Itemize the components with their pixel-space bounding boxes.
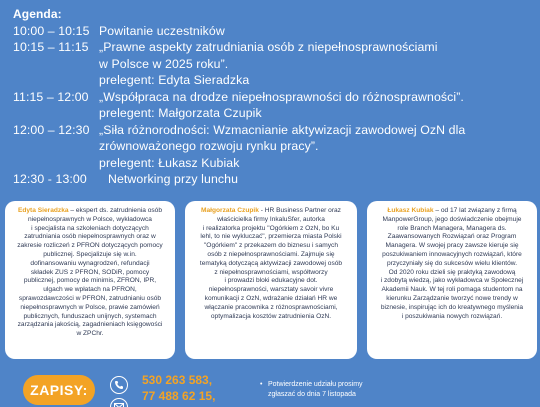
note-line <box>260 380 420 390</box>
speaker-card-czupik <box>185 201 357 359</box>
bio-line: zatrudniania osób niepełnosprawnych oraz w <box>24 233 156 241</box>
bio-line: z niepełnosprawnościami, współtworzy <box>214 268 328 276</box>
agenda-line: zrównoważonego rozwoju rynku pracy”. <box>99 139 319 153</box>
agenda-title: Agenda: <box>13 7 62 21</box>
agenda-item <box>13 23 538 40</box>
agenda-description <box>99 122 538 172</box>
agenda-line: Powitanie uczestników <box>99 23 225 38</box>
speaker-bio <box>374 207 530 216</box>
speaker-bio <box>12 207 168 216</box>
bio-line: ulgach we wpłatach na PFRON, <box>43 286 137 294</box>
agenda-description <box>99 23 538 40</box>
bio-line: włączanie pracownika z różnosprawnościami, <box>204 303 338 311</box>
agenda-speaker: prelegent: Edyta Sieradzka <box>99 73 250 87</box>
phone-icon-glyph <box>114 380 124 390</box>
agenda-time: 12:00 – 12:30 <box>13 122 90 137</box>
bio-line: Managera. W swojej pracy zawsze kieruje się <box>385 242 519 250</box>
bio-line: osób z niepełnosprawnościami. Zajmuje się <box>207 250 335 258</box>
phone-numbers <box>142 372 215 404</box>
bio-line: Akademii Nauk. W tej roli pomaga studentom na <box>381 286 523 294</box>
bio-line: publicznych, funduszach unijnych, systemach <box>23 312 157 320</box>
agenda-item <box>13 122 538 172</box>
bio-line: lehl, to nie wykluczać", przemierza miasta Polski <box>200 233 342 241</box>
note-line: zgłaszać do dnia 7 listopada <box>268 391 356 398</box>
registration-note <box>260 380 420 400</box>
speaker-card-kubiak <box>367 201 537 359</box>
speaker-cards <box>0 201 540 361</box>
agenda-line: w Polsce w 2025 roku”. <box>99 56 229 71</box>
bio-line: publicznej, pomocy de minimis, ZFRON, IPR, <box>23 277 157 285</box>
bio-line: i prowadzi bloki edukacyjne dot. <box>224 277 318 285</box>
agenda-item <box>13 171 538 188</box>
bio-line: i realizatorka projektu "Ogórkiem z OzN, bo Ku <box>202 224 340 232</box>
bio-line: role Branch Managera, Managera ds. <box>397 224 507 232</box>
bio-line: Zaawansowanych Rozwiązań oraz Program <box>387 233 517 241</box>
signup-button[interactable]: ZAPISY: <box>23 375 95 405</box>
agenda-time: 10:00 – 10:15 <box>13 23 90 38</box>
bio-line: - HR Business Partner oraz <box>258 207 341 214</box>
bio-line: publicznej. Specjalizuje się w.in. <box>43 250 137 258</box>
bio-line: składek ZUS z PFRON, SODiR, pomocy <box>30 268 150 276</box>
speaker-card-sieradzka <box>5 201 175 359</box>
bio-line: – od 17 lat związany z firmą <box>433 207 517 214</box>
agenda-line: Networking przy lunchu <box>108 172 239 186</box>
bio-line: i specjalista na szkoleniach dotyczących <box>31 224 149 232</box>
bio-line: niepełnosprawności, warsztaty savoir vivre <box>208 286 334 294</box>
mail-icon <box>110 398 128 407</box>
agenda-description <box>99 89 538 122</box>
bullet-icon: • <box>260 381 263 388</box>
bio-line: i poszukiwania nowych rozwiązań. <box>401 312 503 320</box>
speaker-bio <box>192 207 350 216</box>
agenda-time: 11:15 – 12:00 <box>13 89 89 104</box>
bio-line: "Ogórkiem" z przekazem do biznesu i samych <box>203 242 339 250</box>
agenda-item <box>13 39 538 89</box>
speaker-name: Małgorzata Czupik <box>201 207 259 214</box>
bio-line: zakresie rozliczeń z PFRON dotyczących pomocy <box>17 242 163 250</box>
agenda-item <box>13 89 538 122</box>
bio-line: sprawozdawczości w PFRON, zatrudnianiu osób <box>18 294 162 302</box>
phone-icon <box>110 376 128 394</box>
note-text: Potwierdzenie udziału prosimy <box>268 381 363 388</box>
speaker-name: Łukasz Kubiak <box>387 207 434 214</box>
bio-line: biznesie, inspirując ich do kreatywnego myślenia <box>380 303 524 311</box>
agenda-speaker: prelegent: Łukasz Kubiak <box>99 155 240 170</box>
agenda <box>13 6 538 188</box>
bio-line: niepełnosprawnych w Polsce, prawie zamówień <box>20 303 160 311</box>
speaker-name: Edyta Sieradzka <box>17 207 69 214</box>
bio-line: zarządzania jakością, zagadnieniach księgowości <box>17 321 163 329</box>
bio-line: niepełnosprawnych w Polsce, wykładowca <box>28 215 152 223</box>
agenda-line: „Prawne aspekty zatrudniania osób z niepełnosprawnościami <box>99 40 438 54</box>
bio-line: dofinansowaniu wynagrodzeń, refundacji <box>30 259 150 267</box>
bio-line: tematyką dotyczącą aktywizacji zawodowej osób <box>199 259 343 267</box>
bio-line: właścicielka firmy InkaluSfer, autorka <box>217 215 325 223</box>
agenda-time: 12:30 - 13:00 <box>13 172 87 186</box>
bio-line: Od 2020 roku dzieli się praktyką zawodową <box>388 268 516 276</box>
agenda-line: „Siła różnorodności: Wzmacnianie aktywizacji zawodowej OzN dla <box>99 122 466 137</box>
bio-line: kierunku Zarządzanie tworzyć nowe trendy w <box>386 294 518 302</box>
bio-line: ManpowerGroup, jego doświadczenie obejmuje <box>382 215 522 223</box>
agenda-line: „Współpraca na drodze niepełnosprawności do różnosprawności”. <box>99 89 464 104</box>
bio-line: – ekspert ds. zatrudnienia osób <box>68 207 163 214</box>
mail-icon-glyph <box>114 403 124 407</box>
agenda-description <box>108 171 538 188</box>
agenda-speaker: prelegent: Małgorzata Czupik <box>99 106 262 120</box>
bio-line: i zdobytą wiedzą, jako wykładowca w Społecznej <box>380 277 524 285</box>
agenda-time: 10:15 – 11:15 <box>13 40 89 54</box>
agenda-description <box>99 39 538 89</box>
bio-line: przyczyniały się do sukcesów wielu klientów. <box>386 259 518 267</box>
bio-line: komunikacji z OzN, wdrażanie działań HR we <box>204 294 338 302</box>
phone-number[interactable]: 77 488 62 15, <box>142 389 216 403</box>
bio-line: w ZPChr. <box>76 330 104 338</box>
bio-line: poszukiwaniem innowacyjnych rozwiązań, które <box>382 250 522 258</box>
phone-number[interactable]: 530 263 583, <box>142 373 213 387</box>
bio-line: optymalizacja kosztów zatrudnienia OzN. <box>210 312 332 320</box>
